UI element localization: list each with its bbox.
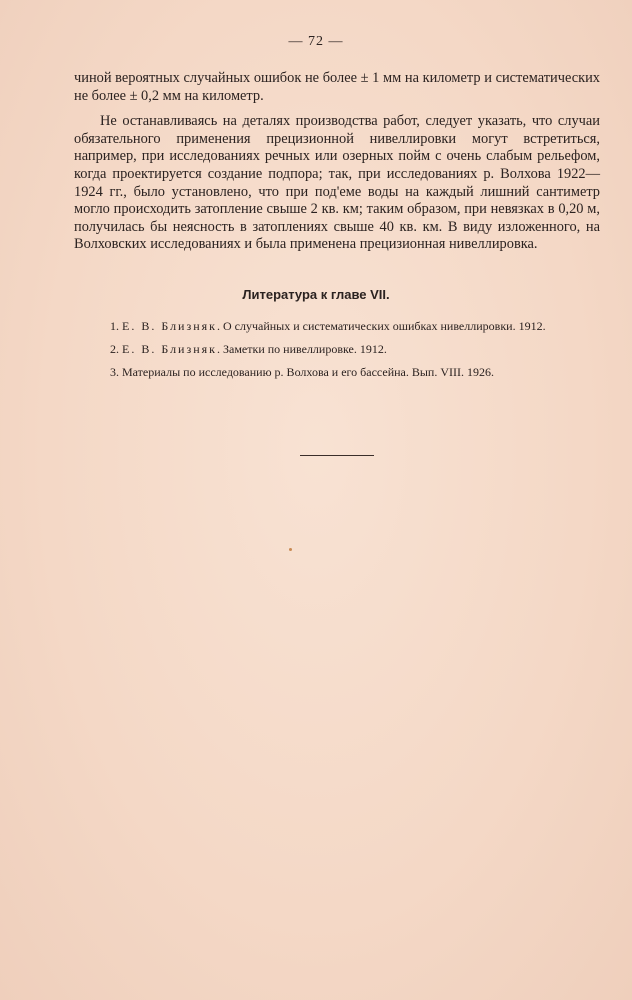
literature-heading: Литература к главе VII. (242, 287, 390, 302)
item-text: . Заметки по нивеллировке. 1912. (217, 342, 387, 356)
item-text: . О случайных и систематических ошибках нивеллировки. 1912. (217, 319, 546, 333)
paper-speck (289, 548, 292, 551)
literature-item (74, 341, 600, 357)
item-author: Е. В. Близняк (122, 319, 217, 333)
item-text: Материалы по исследованию р. Волхова и его бассейна. Вып. VIII. 1926. (122, 365, 495, 379)
item-number: 3. (110, 365, 119, 379)
item-number: 1. (110, 319, 119, 333)
literature-item (74, 364, 600, 380)
main-text (74, 70, 600, 254)
item-author: Е. В. Близняк (122, 342, 217, 356)
literature-item (74, 318, 600, 334)
literature-list (74, 318, 600, 387)
paragraph: чиной вероятных случайных ошибок не более ± 1 мм на километр и систематических не более ± 0,2 мм на километр. (74, 70, 600, 104)
page-number: — 72 — (288, 34, 344, 49)
item-number: 2. (110, 342, 119, 356)
section-divider (300, 455, 374, 456)
paragraph: Не останавливаясь на деталях производства работ, следует указать, что случаи обязательного применения прецизионной нивеллировки могут встретиться, например, при исследованиях речных или озерных пойм с очень слабым рельефом, когда проектируется создание подпора; так, при исследованиях р. Волхова 1922—1924 гг., было установлено, что при под'еме воды на каждый лишний сантиметр могло происходить затопление свыше 2 кв. км; таким образом, при невязках в 0,20 м, получилась бы неясность в затоплениях свыше 40 кв. км. В виду изложенного, на Волховских исследованиях и была применена прецизионная нивеллировка. (74, 113, 600, 253)
